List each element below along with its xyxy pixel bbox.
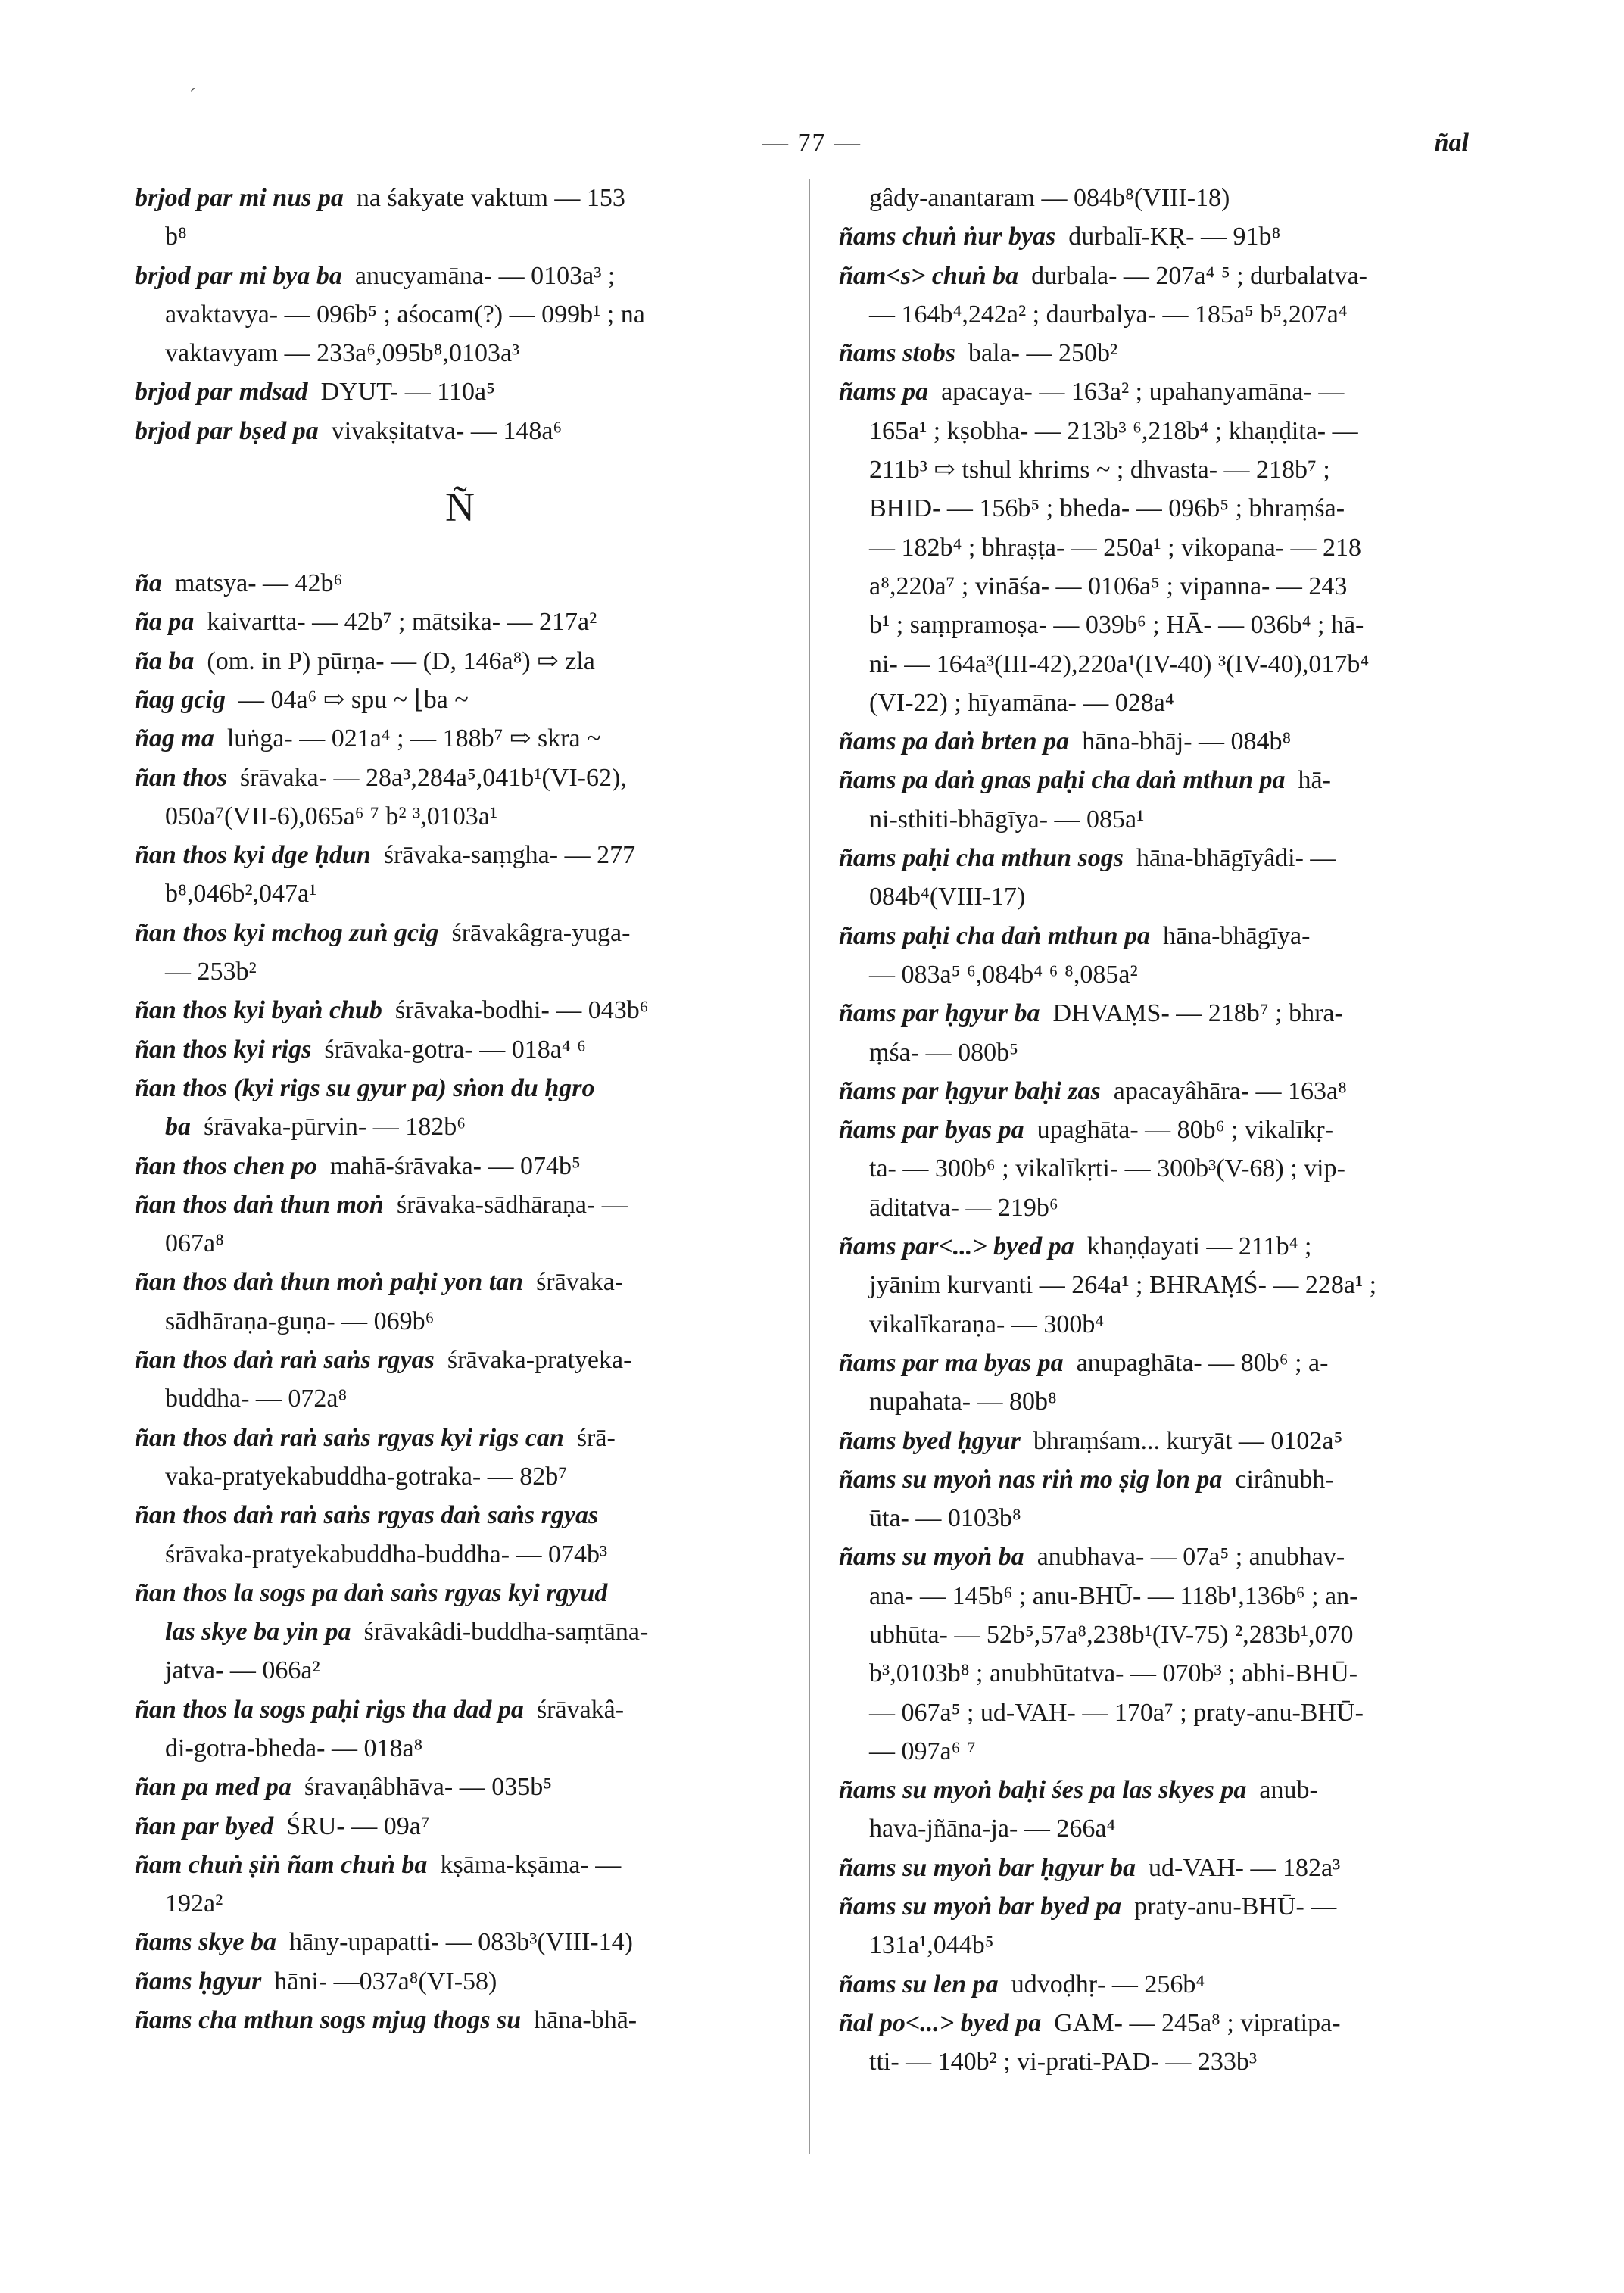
sanskrit-equivalent: ni- — 164a³(III-42),220a¹(IV-40) ³(IV-40),017b⁴ [869, 650, 1370, 678]
sanskrit-equivalent: durbala- — 207a⁴ ⁵ ; durbalatva- [1031, 261, 1367, 290]
entry-continuation [135, 295, 778, 334]
entry-continuation [135, 1224, 778, 1263]
sanskrit-equivalent: mahā-śrāvaka- — 074b⁵ [329, 1151, 581, 1180]
entry-continuation [839, 800, 1490, 839]
dictionary-entry [839, 257, 1490, 295]
headword: ñams pa daṅ brten pa [839, 727, 1070, 756]
entry-continuation [839, 1149, 1490, 1188]
headword: ñams par ma byas pa [839, 1348, 1064, 1377]
headword: ñan pa med pa [135, 1773, 291, 1802]
dictionary-entry [135, 1496, 778, 1534]
sanskrit-equivalent: (VI-22) ; hīyamāna- — 028a⁴ [869, 688, 1174, 717]
dictionary-entry [135, 1846, 778, 1884]
dictionary-entry [839, 1072, 1490, 1111]
headword: ñams cha mthun sogs mjug thogs su [135, 2006, 522, 2035]
sanskrit-equivalent: — 04a⁶ ⇨ spu ~ ⌊ba ~ [238, 685, 469, 714]
headword: ñams pa [839, 378, 929, 407]
entry-continuation [839, 1693, 1490, 1732]
entry-continuation [135, 952, 778, 991]
headword: ñams su myoṅ baḥi śes pa las skyes pa [839, 1776, 1247, 1805]
sanskrit-equivalent: ta- — 300b⁶ ; vikalīkṛti- — 300b³(V-68) ; vip- [869, 1154, 1345, 1183]
dictionary-entry [135, 991, 778, 1030]
sanskrit-equivalent: ni-sthiti-bhāgīya- — 085a¹ [869, 805, 1145, 833]
sanskrit-equivalent: (om. in P) pūrṇa- — (D, 146a⁸) ⇨ zla [207, 646, 595, 675]
sanskrit-equivalent: matsya- — 42b⁶ [174, 569, 343, 598]
entry-continuation [135, 217, 778, 256]
dictionary-entry [135, 372, 778, 411]
entry-continuation [839, 1809, 1490, 1848]
dictionary-entry [135, 1419, 778, 1457]
headword: ñams par<...> byed pa [839, 1232, 1074, 1261]
sanskrit-equivalent: cirânubh- [1235, 1465, 1334, 1494]
headword: ñams su myoṅ bar byed pa [839, 1893, 1122, 1921]
headword: ñan thos daṅ thun moṅ [135, 1190, 384, 1219]
sanskrit-equivalent: śrāvaka-pratyeka- [447, 1346, 632, 1375]
headword: ñams paḥi cha mthun sogs [839, 844, 1124, 873]
headword: las skye ba yin pa [165, 1618, 351, 1647]
sanskrit-equivalent: jatva- — 066a² [165, 1656, 320, 1685]
sanskrit-equivalent: gâdy-anantaram — 084b⁸(VIII-18) [869, 184, 1230, 212]
entry-continuation [135, 1457, 778, 1496]
sanskrit-equivalent: DHVAṂS- — 218b⁷ ; bhra- [1052, 999, 1343, 1028]
sanskrit-equivalent: vikalīkaraṇa- — 300b⁴ [869, 1310, 1105, 1338]
dictionary-entry [839, 2004, 1490, 2042]
headword: ñan thos daṅ raṅ saṅs rgyas kyi rigs can [135, 1423, 564, 1452]
headword: ñan thos la sogs paḥi rigs tha dad pa [135, 1695, 524, 1724]
sanskrit-equivalent: — 182b⁴ ; bhraṣṭa- — 250a¹ ; vikopana- — 218 [869, 533, 1361, 562]
sanskrit-equivalent: anub- [1259, 1776, 1318, 1805]
dictionary-entry [839, 839, 1490, 877]
sanskrit-equivalent: b⁸ [165, 223, 187, 251]
sanskrit-equivalent: hāna-bhā- [534, 2006, 637, 2035]
entry-continuation [839, 1382, 1490, 1421]
dictionary-entry [135, 179, 778, 217]
headword: ñag gcig [135, 685, 226, 714]
headword: ña ba [135, 646, 195, 675]
dictionary-entry [839, 1422, 1490, 1460]
entry-continuation [135, 1651, 778, 1690]
sanskrit-equivalent: b³,0103b⁸ ; anubhūtatva- — 070b³ ; abhi-BHŪ- [869, 1659, 1358, 1688]
headword: ñag ma [135, 724, 214, 753]
sanskrit-equivalent: bhraṃśam... kuryāt — 0102a⁵ [1033, 1426, 1343, 1455]
dictionary-entry [135, 1690, 778, 1729]
entry-continuation [839, 1577, 1490, 1615]
headword: ñams su myoṅ ba [839, 1543, 1024, 1572]
sanskrit-equivalent: a⁸,220a⁷ ; vināśa- — 0106a⁵ ; vipanna- — 243 [869, 572, 1348, 600]
entry-continuation [135, 1302, 778, 1341]
entry-continuation [839, 606, 1490, 644]
entry-continuation [135, 1535, 778, 1574]
sanskrit-equivalent: ana- — 145b⁶ ; anu-BHŪ- — 118b¹,136b⁶ ; an- [869, 1581, 1358, 1610]
sanskrit-equivalent: praty-anu-BHŪ- — [1134, 1893, 1337, 1921]
headword: ba [165, 1113, 191, 1142]
headword: ñams par ḥgyur baḥi zas [839, 1076, 1101, 1105]
dictionary-entry [135, 1962, 778, 2001]
sanskrit-equivalent: śrā- [576, 1423, 616, 1452]
sanskrit-equivalent: 211b³ ⇨ tshul khrims ~ ; dhvasta- — 218b⁷ ; [869, 456, 1330, 484]
sanskrit-equivalent: b¹ ; saṃpramoṣa- — 039b⁶ ; HĀ- — 036b⁴ ; hā- [869, 611, 1364, 640]
dictionary-entry [135, 1185, 778, 1224]
sanskrit-equivalent: — 083a⁵ ⁶,084b⁴ ⁶ ⁸,085a² [869, 960, 1138, 989]
sanskrit-equivalent: hā- [1298, 766, 1331, 795]
headword: ñan thos la sogs pa daṅ saṅs rgyas kyi rgyud [135, 1578, 608, 1607]
sanskrit-equivalent: — 164b⁴,242a² ; daurbalya- — 185a⁵ b⁵,207a⁴ [869, 300, 1348, 329]
sanskrit-equivalent: 067a⁸ [165, 1229, 224, 1258]
dictionary-entry [135, 759, 778, 797]
sanskrit-equivalent: kṣāma-kṣāma- — [440, 1850, 622, 1879]
sanskrit-equivalent: vivakṣitatva- — 148a⁶ [331, 416, 563, 445]
sanskrit-equivalent: ŚRU- — 09a⁷ [286, 1812, 430, 1840]
sanskrit-equivalent: hāni- —037a⁸(VI-58) [274, 1967, 497, 1995]
sanskrit-equivalent: vaktavyam — 233a⁶,095b⁸,0103a³ [165, 339, 520, 368]
sanskrit-equivalent: śrāvaka-pūrvin- — 182b⁶ [204, 1113, 466, 1142]
sanskrit-equivalent: 050a⁷(VII-6),065a⁶ ⁷ b² ³,0103a¹ [165, 802, 498, 830]
dictionary-entry [135, 681, 778, 719]
sanskrit-equivalent: śrāvakâ- [536, 1695, 625, 1724]
sanskrit-equivalent: upaghāta- — 80b⁶ ; vikalīkṛ- [1036, 1116, 1334, 1145]
entry-continuation [839, 450, 1490, 489]
dictionary-entry [135, 1263, 778, 1301]
sanskrit-equivalent: anucyamāna- — 0103a³ ; [354, 261, 616, 290]
sanskrit-equivalent: śrāvaka- [536, 1268, 624, 1297]
entry-continuation [839, 1926, 1490, 1964]
entry-continuation [135, 1612, 778, 1651]
dictionary-entry [135, 836, 778, 874]
headword: ñan par byed [135, 1812, 274, 1840]
headword: ñams ḥgyur [135, 1967, 262, 1995]
headword: ñams byed ḥgyur [839, 1426, 1021, 1455]
dictionary-entry [839, 1227, 1490, 1266]
headword: ñan thos chen po [135, 1151, 317, 1180]
sanskrit-equivalent: ud-VAH- — 182a³ [1149, 1853, 1341, 1882]
sanskrit-equivalent: 165a¹ ; kṣobha- — 213b³ ⁶,218b⁴ ; khaṇḍita- — [869, 416, 1358, 445]
sanskrit-equivalent: sādhāraṇa-guṇa- — 069b⁶ [165, 1307, 435, 1335]
headword: ñam<s> chuṅ ba [839, 261, 1019, 290]
sanskrit-equivalent: kaivartta- — 42b⁷ ; mātsika- — 217a² [207, 608, 597, 637]
sanskrit-equivalent: udvoḍhṛ- — 256b⁴ [1011, 1970, 1205, 1999]
sanskrit-equivalent: hāny-upapatti- — 083b³(VIII-14) [289, 1928, 633, 1957]
dictionary-entry [135, 1341, 778, 1379]
sanskrit-equivalent: vaka-pratyekabuddha-gotraka- — 82b⁷ [165, 1462, 568, 1491]
entry-continuation [135, 334, 778, 372]
entry-continuation [839, 412, 1490, 450]
entry-continuation [135, 874, 778, 913]
headword: ñan thos kyi byaṅ chub [135, 996, 382, 1025]
sanskrit-equivalent: śrāvakâdi-buddha-saṃtāna- [363, 1618, 649, 1647]
headword: ñams chuṅ ṅur byas [839, 223, 1056, 251]
entry-continuation [839, 567, 1490, 606]
sanskrit-equivalent: buddha- — 072a⁸ [165, 1385, 348, 1413]
sanskrit-equivalent: śrāvaka- — 28a³,284a⁵,041b¹(VI-62), [239, 763, 627, 792]
entry-continuation [839, 684, 1490, 722]
headword: ña pa [135, 608, 195, 637]
dictionary-entry [839, 1849, 1490, 1887]
sanskrit-equivalent: — 097a⁶ ⁷ [869, 1737, 976, 1765]
sanskrit-equivalent: khaṇḍayati — 211b⁴ ; [1086, 1232, 1312, 1261]
page-header [0, 129, 1624, 174]
dictionary-entry [839, 1460, 1490, 1499]
entry-continuation [839, 1499, 1490, 1537]
entry-continuation [839, 1305, 1490, 1344]
dictionary-entry [135, 603, 778, 641]
sanskrit-equivalent: śrāvaka-bodhi- — 043b⁶ [394, 996, 649, 1025]
headword: brjod par mi nus pa [135, 184, 344, 212]
entry-continuation [839, 955, 1490, 994]
headword: ñams pa daṅ gnas paḥi cha daṅ mthun pa [839, 766, 1286, 795]
sanskrit-equivalent: āditatva- — 219b⁶ [869, 1193, 1058, 1222]
entry-continuation [839, 179, 1490, 217]
running-head: ñal [1434, 129, 1469, 157]
entry-continuation [839, 1266, 1490, 1304]
sanskrit-equivalent: tti- — 140b² ; vi-prati-PAD- — 233b³ [869, 2048, 1258, 2076]
dictionary-entry [135, 1768, 778, 1806]
dictionary-entry [135, 1030, 778, 1069]
dictionary-entry [839, 217, 1490, 256]
headword: ñan thos [135, 763, 227, 792]
sanskrit-equivalent: anupaghāta- — 80b⁶ ; a- [1076, 1348, 1329, 1377]
headword: ñams par ḥgyur ba [839, 999, 1040, 1028]
entry-continuation [135, 1884, 778, 1923]
dictionary-entry [839, 1344, 1490, 1382]
dictionary-entry [135, 914, 778, 952]
sanskrit-equivalent: hāna-bhāgīyâdi- — [1136, 844, 1336, 873]
dictionary-entry [839, 1771, 1490, 1809]
dictionary-entry [839, 1887, 1490, 1926]
dictionary-entry [839, 917, 1490, 955]
sanskrit-equivalent: durbalī-KṚ- — 91b⁸ [1068, 223, 1281, 251]
dictionary-entry [135, 1069, 778, 1108]
column-divider [809, 179, 810, 2154]
entry-continuation [839, 1189, 1490, 1227]
headword: ñams stobs [839, 339, 955, 368]
entry-continuation [135, 1729, 778, 1768]
headword: ñan thos kyi rigs [135, 1035, 312, 1064]
dictionary-entry [135, 1147, 778, 1185]
entry-continuation [839, 1033, 1490, 1072]
headword: ñan thos daṅ thun moṅ paḥi yon tan [135, 1268, 524, 1297]
sanskrit-equivalent: DYUT- — 110a⁵ [320, 378, 495, 407]
entry-continuation [839, 295, 1490, 334]
sanskrit-equivalent: śravaṇâbhāva- — 035b⁵ [304, 1773, 553, 1802]
sanskrit-equivalent: BHID- — 156b⁵ ; bheda- — 096b⁵ ; bhraṃśa- [869, 494, 1345, 523]
dictionary-entry [135, 1574, 778, 1612]
sanskrit-equivalent: hāna-bhāgīya- [1162, 921, 1311, 950]
headword: brjod par mdsad [135, 378, 308, 407]
headword: ñan thos daṅ raṅ saṅs rgyas [135, 1346, 435, 1375]
headword: ñam chuṅ ṣiṅ ñam chuṅ ba [135, 1850, 428, 1879]
dictionary-entry [839, 722, 1490, 761]
dictionary-entry [135, 642, 778, 681]
dictionary-entry [839, 372, 1490, 411]
sanskrit-equivalent: śrāvaka-sādhāraṇa- — [396, 1190, 628, 1219]
entry-continuation [839, 489, 1490, 528]
stray-mark: ´ [189, 85, 197, 108]
dictionary-entry [839, 334, 1490, 372]
sanskrit-equivalent: śrāvaka-pratyekabuddha-buddha- — 074b³ [165, 1540, 608, 1569]
sanskrit-equivalent: śrāvaka-saṃgha- — 277 [383, 841, 636, 870]
entry-continuation [839, 877, 1490, 916]
dictionary-entry [839, 761, 1490, 799]
dictionary-entry [135, 564, 778, 603]
dictionary-entry [839, 1537, 1490, 1576]
entry-continuation [135, 1108, 778, 1146]
sanskrit-equivalent: di-gotra-bheda- — 018a⁸ [165, 1734, 423, 1762]
headword: ñan thos kyi mchog zuṅ gcig [135, 918, 439, 947]
right-column [839, 179, 1490, 2082]
sanskrit-equivalent: jyānim kurvanti — 264a¹ ; BHRAṂŚ- — 228a¹ ; [869, 1271, 1377, 1300]
dictionary-entry [839, 1111, 1490, 1149]
headword: ñams su myoṅ nas riṅ mo ṣig lon pa [839, 1465, 1223, 1494]
entry-continuation [135, 797, 778, 836]
sanskrit-equivalent: ubhūta- — 52b⁵,57a⁸,238b¹(IV-75) ²,283b¹,070 [869, 1620, 1354, 1649]
dictionary-entry [839, 994, 1490, 1033]
section-letter: Ñ [445, 484, 475, 531]
dictionary-entry [135, 2001, 778, 2039]
sanskrit-equivalent: apacayâhāra- — 163a⁸ [1113, 1076, 1348, 1105]
sanskrit-equivalent: na śakyate vaktum — 153 [356, 184, 625, 212]
headword: ñan thos daṅ raṅ saṅs rgyas daṅ saṅs rgyas [135, 1501, 599, 1530]
sanskrit-equivalent: nupahata- — 80b⁸ [869, 1388, 1057, 1416]
headword: brjod par mi bya ba [135, 261, 342, 290]
left-column [135, 179, 778, 2039]
sanskrit-equivalent: b⁸,046b²,047a¹ [165, 880, 317, 908]
entry-continuation [135, 1379, 778, 1418]
sanskrit-equivalent: ūta- — 0103b⁸ [869, 1504, 1021, 1533]
entry-continuation [839, 1732, 1490, 1771]
dictionary-entry [135, 719, 778, 758]
page-number: — 77 — [762, 129, 862, 157]
sanskrit-equivalent: 131a¹,044b⁵ [869, 1931, 994, 1960]
sanskrit-equivalent: śrāvaka-gotra- — 018a⁴ ⁶ [324, 1035, 586, 1064]
sanskrit-equivalent: śrāvakâgra-yuga- [451, 918, 631, 947]
entry-continuation [839, 645, 1490, 684]
headword: ñams paḥi cha daṅ mthun pa [839, 921, 1150, 950]
entry-continuation [839, 1615, 1490, 1654]
headword: ñan thos kyi dge ḥdun [135, 841, 371, 870]
sanskrit-equivalent: GAM- — 245a⁸ ; vipratipa- [1054, 2008, 1341, 2037]
headword: ñams su myoṅ bar ḥgyur ba [839, 1853, 1136, 1882]
dictionary-entry [135, 1807, 778, 1846]
sanskrit-equivalent: bala- — 250b² [968, 339, 1118, 368]
entry-continuation [839, 1654, 1490, 1693]
entry-continuation [839, 528, 1490, 567]
sanskrit-equivalent: anubhava- — 07a⁵ ; anubhav- [1036, 1543, 1345, 1572]
headword: brjod par bṣed pa [135, 416, 319, 445]
headword: ñal po<...> byed pa [839, 2008, 1042, 2037]
headword: ñams skye ba [135, 1928, 276, 1957]
sanskrit-equivalent: — 067a⁵ ; ud-VAH- — 170a⁷ ; praty-anu-BHŪ- [869, 1698, 1364, 1727]
sanskrit-equivalent: avaktavya- — 096b⁵ ; aśocam(?) — 099b¹ ; na [165, 300, 645, 329]
sanskrit-equivalent: 192a² [165, 1890, 223, 1918]
dictionary-entry [135, 1923, 778, 1961]
sanskrit-equivalent: hava-jñāna-ja- — 266a⁴ [869, 1815, 1116, 1843]
dictionary-entry [839, 1965, 1490, 2004]
dictionary-entry [135, 257, 778, 295]
dictionary-entry [135, 412, 778, 450]
sanskrit-equivalent: ṃśa- — 080b⁵ [869, 1038, 1018, 1067]
headword: ña [135, 569, 162, 598]
sanskrit-equivalent: 084b⁴(VIII-17) [869, 883, 1026, 911]
sanskrit-equivalent: apacaya- — 163a² ; upahanyamāna- — [941, 378, 1345, 407]
sanskrit-equivalent: luṅga- — 021a⁴ ; — 188b⁷ ⇨ skra ~ [226, 724, 601, 753]
entry-continuation [839, 2042, 1490, 2081]
headword: ñams su len pa [839, 1970, 999, 1999]
headword: ñams par byas pa [839, 1116, 1024, 1145]
headword: ñan thos (kyi rigs su gyur pa) sṅon du ḥgro [135, 1073, 595, 1102]
sanskrit-equivalent: hāna-bhāj- — 084b⁸ [1082, 727, 1292, 756]
sanskrit-equivalent: — 253b² [165, 958, 257, 986]
